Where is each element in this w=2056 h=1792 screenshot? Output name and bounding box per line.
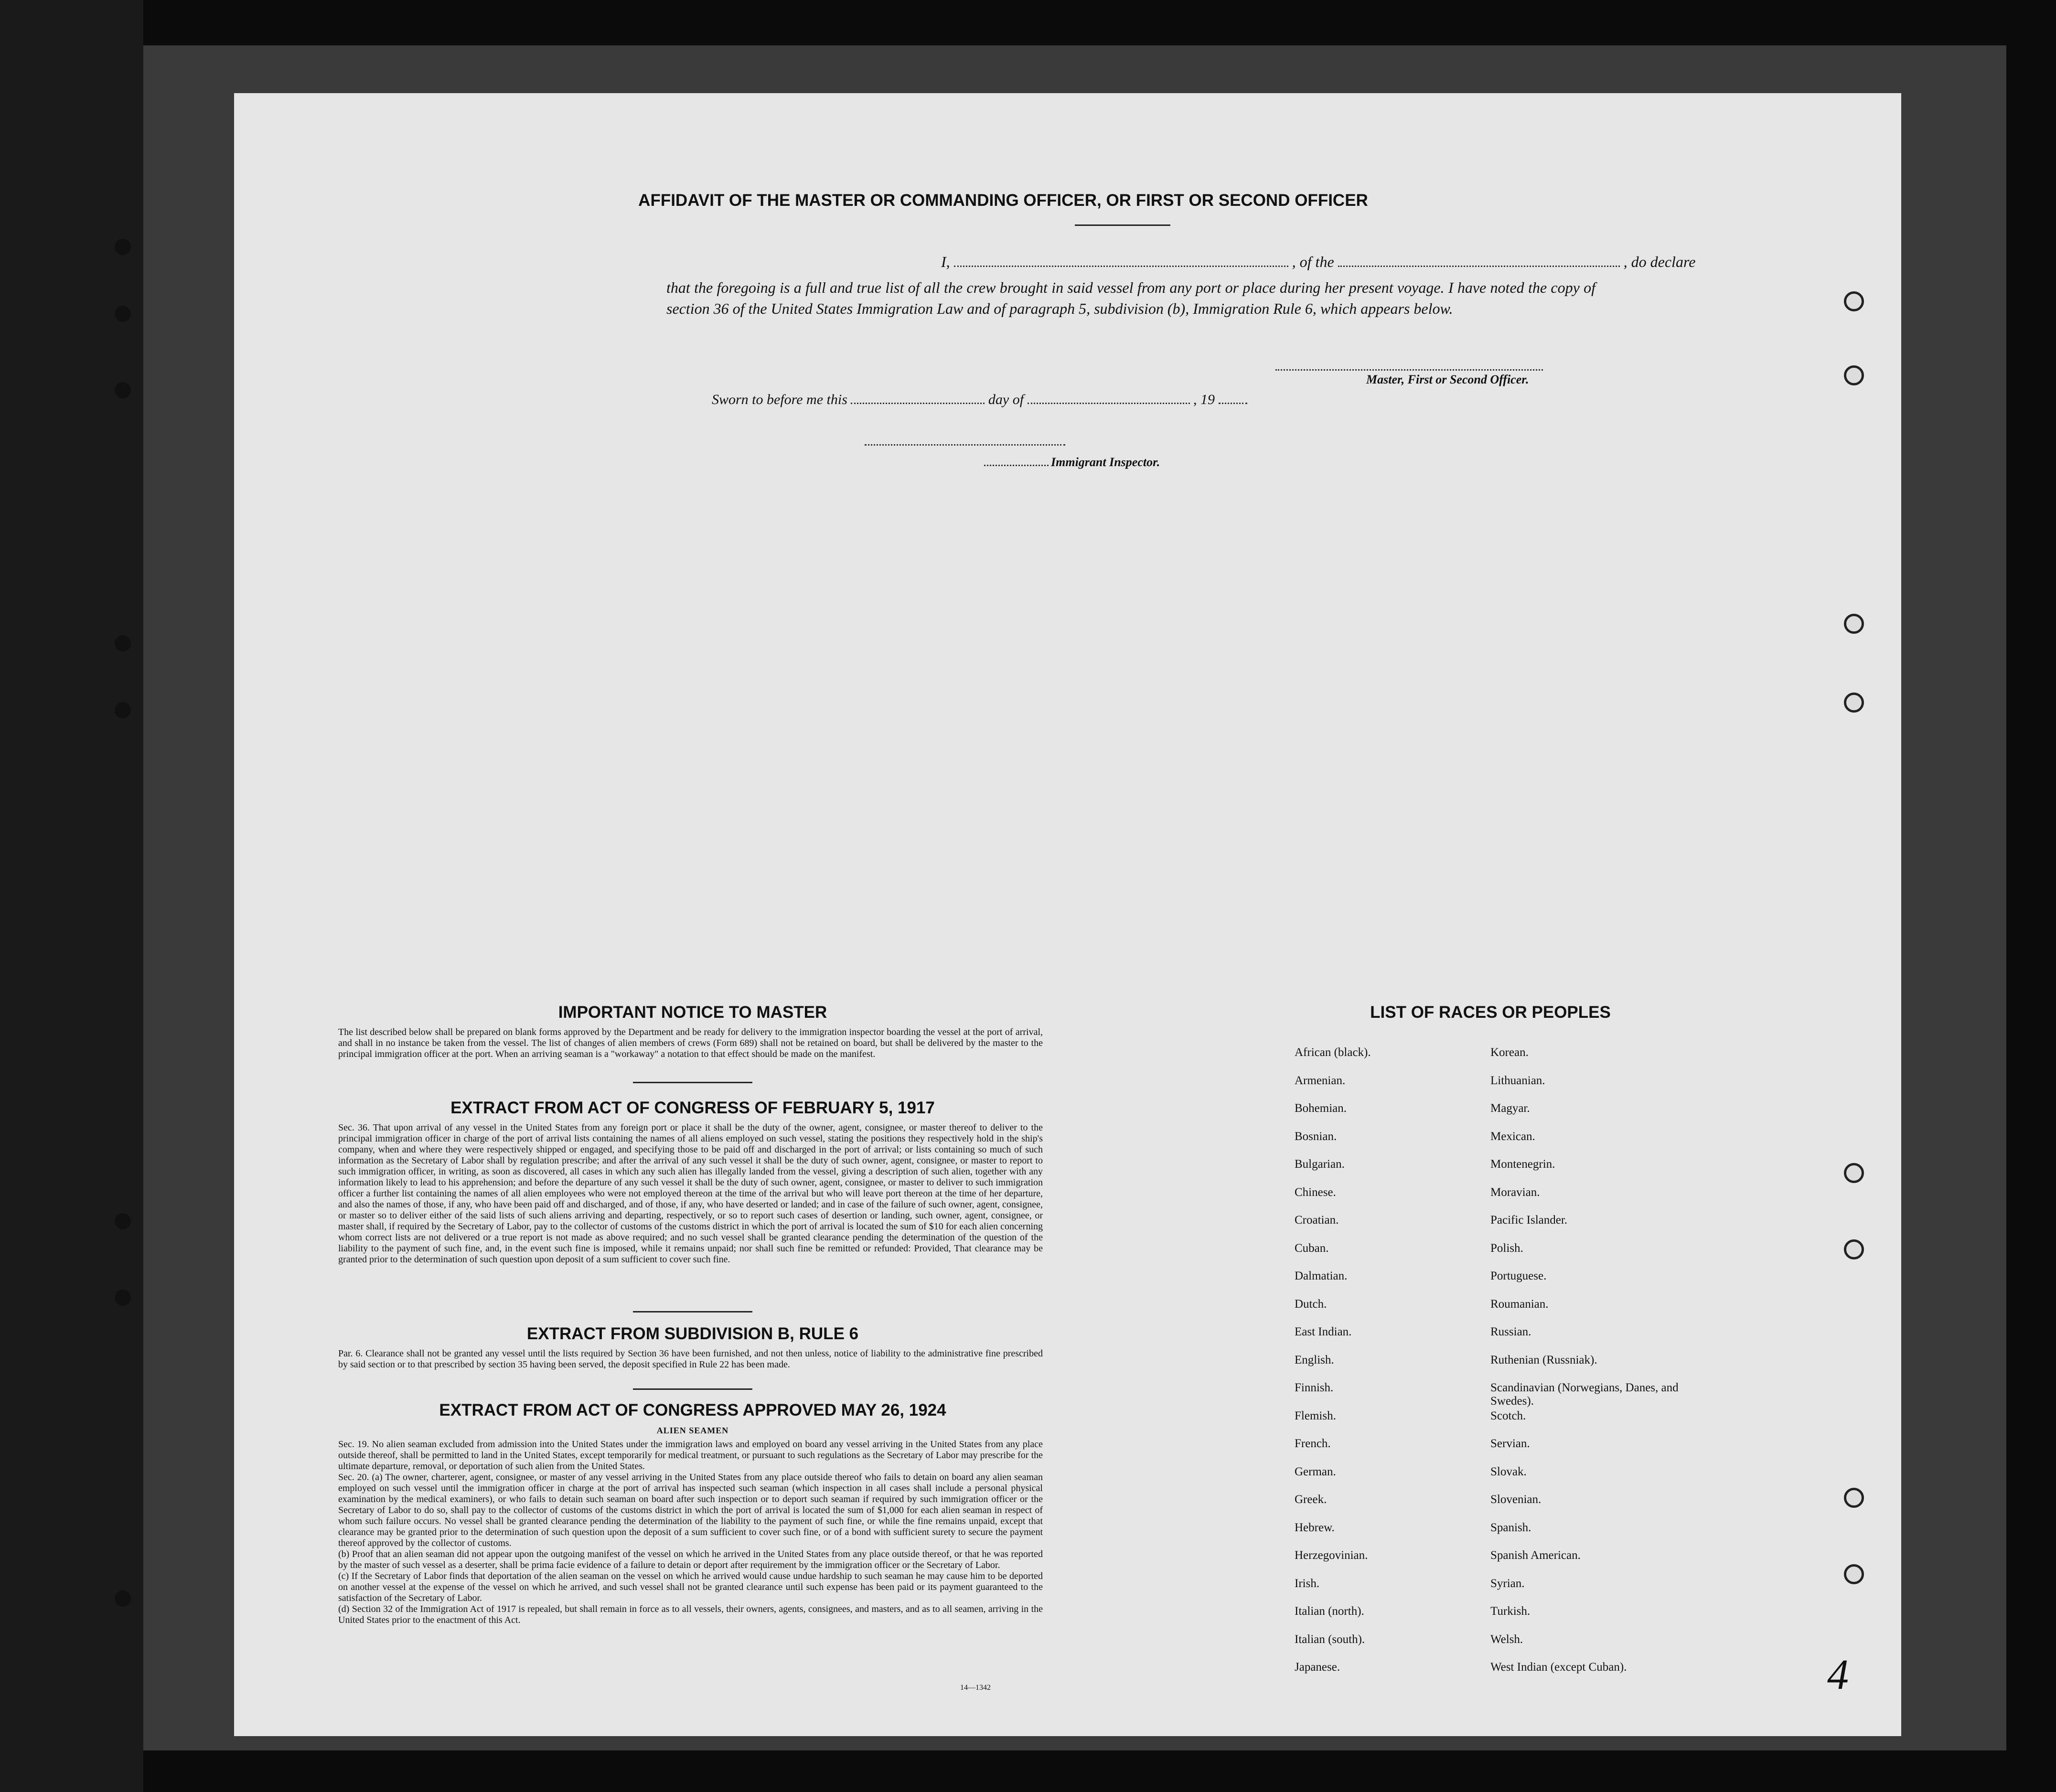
affidavit-of-the: , of the xyxy=(1292,253,1334,270)
race-item: Irish. xyxy=(1295,1577,1320,1590)
punch-hole xyxy=(115,1590,131,1607)
race-item: Croatian. xyxy=(1295,1214,1339,1227)
inspector-caption: Immigrant Inspector. xyxy=(1051,455,1160,469)
punch-hole xyxy=(115,1290,131,1306)
punch-hole xyxy=(115,1213,131,1229)
race-item: Spanish. xyxy=(1490,1521,1531,1534)
race-item: Mexican. xyxy=(1490,1130,1535,1143)
ring-hole xyxy=(1844,1564,1864,1584)
inspector-line xyxy=(865,444,1065,446)
race-item: West Indian (except Cuban). xyxy=(1490,1661,1627,1674)
race-item: Portuguese. xyxy=(1490,1269,1547,1282)
ring-hole xyxy=(1844,693,1864,713)
race-item: German. xyxy=(1295,1465,1336,1478)
race-item: Servian. xyxy=(1490,1437,1530,1450)
month-blank xyxy=(1028,403,1190,404)
extract-1924-subtitle: ALIEN SEAMEN xyxy=(656,1426,729,1435)
race-item: Syrian. xyxy=(1490,1577,1525,1590)
sworn-day-of: day of xyxy=(988,392,1024,407)
race-item: Spanish American. xyxy=(1490,1549,1581,1562)
race-item: African (black). xyxy=(1295,1046,1371,1059)
race-item: Greek. xyxy=(1295,1493,1327,1506)
signature-line xyxy=(1275,369,1543,371)
race-item: Montenegrin. xyxy=(1490,1158,1555,1171)
year-blank xyxy=(1219,403,1247,404)
day-blank xyxy=(851,403,985,404)
sworn-year: , 19 xyxy=(1193,392,1215,407)
affidavit-body: that the foregoing is a full and true list of all the crew brought in said vessel from any port or place during her present voyage. I have noted the copy of section 36 of the United States Immigration Law and of paragraph 5, subdivision (b), Immigration Rule 6, which appears below. xyxy=(666,279,1596,317)
race-item: Chinese. xyxy=(1295,1185,1336,1199)
name-blank xyxy=(954,266,1288,267)
race-item: English. xyxy=(1295,1353,1334,1366)
punch-hole xyxy=(115,635,131,651)
ring-hole xyxy=(1844,1488,1864,1508)
sworn-line xyxy=(712,392,1381,408)
race-item: Polish. xyxy=(1490,1241,1523,1255)
subdivision-b-text: Par. 6. Clearance shall not be granted any vessel until the lists required by Section 36 have been furnished, and not then unless, notice of liability to the administrative fine prescribed by said section or to that prescribed by section 35 having been served, the deposit specified in Rule 22 has been made. xyxy=(338,1348,1043,1370)
affidavit-i: I, xyxy=(941,253,950,270)
inspector-line-short xyxy=(984,465,1049,466)
notice-text: The list described below shall be prepared on blank forms approved by the Department and be ready for delivery to the immigration inspector boarding the vessel at the port of arrival, and shall in no instance be taken from the vessel. The list of changes of alien members of crews (Form 689) shall not be retained on board, but shall be delivered by the master to the principal immigration officer at the port. When an arriving seaman is a "workaway" a notation to that effect should be made on the manifest. xyxy=(338,1027,1043,1059)
divider xyxy=(633,1388,752,1390)
section-20d: (d) Section 32 of the Immigration Act of 1917 is repealed, but shall remain in force as to all vessels, their owners, agents, consignees, and masters, and as to all seamen, arriving in the United States prior to the enactment of this Act. xyxy=(338,1604,1043,1625)
race-item: Bulgarian. xyxy=(1295,1158,1345,1171)
divider xyxy=(633,1311,752,1312)
race-item: Dalmatian. xyxy=(1295,1269,1348,1282)
punch-hole xyxy=(115,239,131,255)
race-item: Slovenian. xyxy=(1490,1493,1542,1506)
race-item: Hebrew. xyxy=(1295,1521,1335,1534)
race-item: Korean. xyxy=(1490,1046,1529,1059)
affidavit-do-declare: , do declare xyxy=(1623,253,1696,270)
race-item: Cuban. xyxy=(1295,1241,1329,1255)
ring-hole xyxy=(1844,614,1864,634)
divider xyxy=(1075,224,1170,226)
race-item: Japanese. xyxy=(1295,1661,1340,1674)
race-item: East Indian. xyxy=(1295,1325,1352,1338)
affidavit-declaration-line xyxy=(669,253,1696,271)
section-19: Sec. 19. No alien seaman excluded from admission into the United States under the immigration laws and employed on board any vessel arriving in the United States from any place outside thereof, shall be permitted to land in the United States, except temporarily for medical treatment, or pursuant to such regulations as the Secretary of Labor may prescribe for the ultimate departure, removal, or deportation of such alien from the United States. xyxy=(338,1439,1043,1472)
ring-hole xyxy=(1844,1163,1864,1183)
form-number: 14—1342 xyxy=(960,1684,991,1692)
race-item: Flemish. xyxy=(1295,1409,1336,1422)
document-sheet xyxy=(234,93,1901,1736)
race-item: Bohemian. xyxy=(1295,1102,1347,1115)
race-item: Herzegovinian. xyxy=(1295,1549,1368,1562)
race-item: Turkish. xyxy=(1490,1605,1531,1618)
section-20b: (b) Proof that an alien seaman did not appear upon the outgoing manifest of the vessel on which he arrived in the United States from any place outside thereof, or that he was reported by the master of such vessel as a deserter, shall be prima facie evidence of a failure to detain or deport after requirement by the immigration officer or the Secretary of Labor. xyxy=(338,1549,1043,1570)
film-border-left xyxy=(0,0,143,1792)
race-item: Finnish. xyxy=(1295,1381,1334,1394)
race-item: French. xyxy=(1295,1437,1331,1450)
signature-caption: Master, First or Second Officer. xyxy=(1366,373,1529,386)
section-20a: Sec. 20. (a) The owner, charterer, agent, consignee, or master of any vessel arriving in the United States from any place outside thereof who fails to detain on board any alien seaman employed on such vessel until the immigration officer in charge at the port of arrival has inspected such seaman (which inspection in all cases shall include a personal physical examination by the medical examiners), or who fails to detain such seaman on board after such inspection or to deport such seaman if required by such immigration officer or the Secretary of Labor to do so, shall pay to the collector of customs of the customs district in which the port of arrival is located the sum of $1,000 for each alien seaman in respect of whom such failure occurs. No vessel shall be granted clearance pending the determination of the liability to the payment of such fine, or while the fine remains unpaid, except that clearance may be granted prior to the determination of such question upon the deposit of a sum sufficient to cover such fine, or of a bond with sufficient surety to secure the payment thereof approved by the collector of customs. xyxy=(338,1472,1043,1548)
race-item: Italian (south). xyxy=(1295,1632,1365,1646)
race-item: Scotch. xyxy=(1490,1409,1526,1422)
punch-hole xyxy=(115,382,131,398)
race-item: Russian. xyxy=(1490,1325,1531,1338)
affidavit-title: AFFIDAVIT OF THE MASTER OR COMMANDING OFFICER, OR FIRST OR SECOND OFFICER xyxy=(638,191,1368,210)
race-item: Magyar. xyxy=(1490,1102,1530,1115)
extract-1917-text: Sec. 36. That upon arrival of any vessel in the United States from any foreign port or place it shall be the duty of the owner, agent, consignee, or master thereof to deliver to the principal immigration officer in charge of the port of arrival lists containing the names of all aliens employed on such vessel, stating the positions they respectively hold in the ship's company, when and where they were respectively shipped or engaged, and specifying those to be paid off and discharged in the port of arrival; or lists containing so much of such information as the Secretary of Labor shall by regulation prescribe; and after the arrival of any such vessel it shall be the duty of such owner, agent, consignee, or master to report to such immigration officer, in writing, as soon as discovered, all cases in which any such alien has illegally landed from the vessel, giving a description of such alien, together with any information likely to lead to his apprehension; and before the departure of any such vessel it shall be the duty of such owner, agent, consignee, or master to deliver to such immigration officer a further list containing the names of all alien employees who were not employed thereon at the time of the arrival but who will leave port thereon at the time of her departure, and also the names of those, if any, who have been paid off and discharged, and of those, if any, who have deserted or landed; and in case of the failure of such owner, agent, consignee, or master so to deliver either of the said lists of such aliens arriving and departing, respectively, or so to report such cases of desertion or landing, such owner, agent, consignee, or master shall, if required by the Secretary of Labor, pay to the collector of customs of the customs district in which the port of arrival is located the sum of $10 for each alien concerning whom correct lists are not delivered or a true report is not made as above required; and no such vessel shall be granted clearance pending the determination of the question of the liability to the payment of such fine, and, in the event such fine is imposed, while it remains unpaid; nor shall such fine be remitted or refunded: Provided, That clearance may be granted prior to the determination of such question upon deposit of a sum sufficient to cover such fine. xyxy=(338,1122,1043,1265)
sworn-prefix: Sworn to before me this xyxy=(712,392,847,407)
extract-1924-title: EXTRACT FROM ACT OF CONGRESS APPROVED MAY 26, 1924 xyxy=(439,1401,946,1419)
vessel-blank xyxy=(1338,266,1620,267)
race-item: Moravian. xyxy=(1490,1185,1540,1199)
notice-title: IMPORTANT NOTICE TO MASTER xyxy=(558,1003,827,1022)
race-item: Armenian. xyxy=(1295,1074,1346,1087)
punch-hole xyxy=(115,306,131,322)
race-item: Pacific Islander. xyxy=(1490,1214,1568,1227)
race-item: Scandinavian (Norwegians, Danes, and Swedes). xyxy=(1490,1381,1679,1408)
race-item: Lithuanian. xyxy=(1490,1074,1545,1087)
divider xyxy=(633,1082,752,1083)
section-20c: (c) If the Secretary of Labor finds that deportation of the alien seaman on the vessel on which he arrived would cause undue hardship to such seaman he may cause him to be deported on another vessel at the expense of the vessel on which he arrived, and such vessel shall not be granted clearance until such expense has been paid or its payment guaranteed to the satisfaction of the Secretary of Labor. xyxy=(338,1571,1043,1603)
race-item: Welsh. xyxy=(1490,1632,1523,1646)
race-item: Ruthenian (Russniak). xyxy=(1490,1353,1597,1366)
races-title: LIST OF RACES OR PEOPLES xyxy=(1370,1003,1611,1022)
race-item: Italian (north). xyxy=(1295,1605,1364,1618)
race-item: Bosnian. xyxy=(1295,1130,1337,1143)
subdivision-b-title: EXTRACT FROM SUBDIVISION B, RULE 6 xyxy=(526,1324,859,1343)
race-item: Dutch. xyxy=(1295,1297,1327,1311)
punch-hole xyxy=(115,702,131,718)
extract-1917-title: EXTRACT FROM ACT OF CONGRESS OF FEBRUARY 5, 1917 xyxy=(450,1099,935,1117)
ring-hole xyxy=(1844,291,1864,311)
handwritten-mark: 4 xyxy=(1827,1651,1849,1698)
ring-hole xyxy=(1844,365,1864,385)
extract-1924-body xyxy=(338,1439,1043,1626)
race-item: Slovak. xyxy=(1490,1465,1527,1478)
ring-hole xyxy=(1844,1239,1864,1259)
race-item: Roumanian. xyxy=(1490,1297,1549,1311)
